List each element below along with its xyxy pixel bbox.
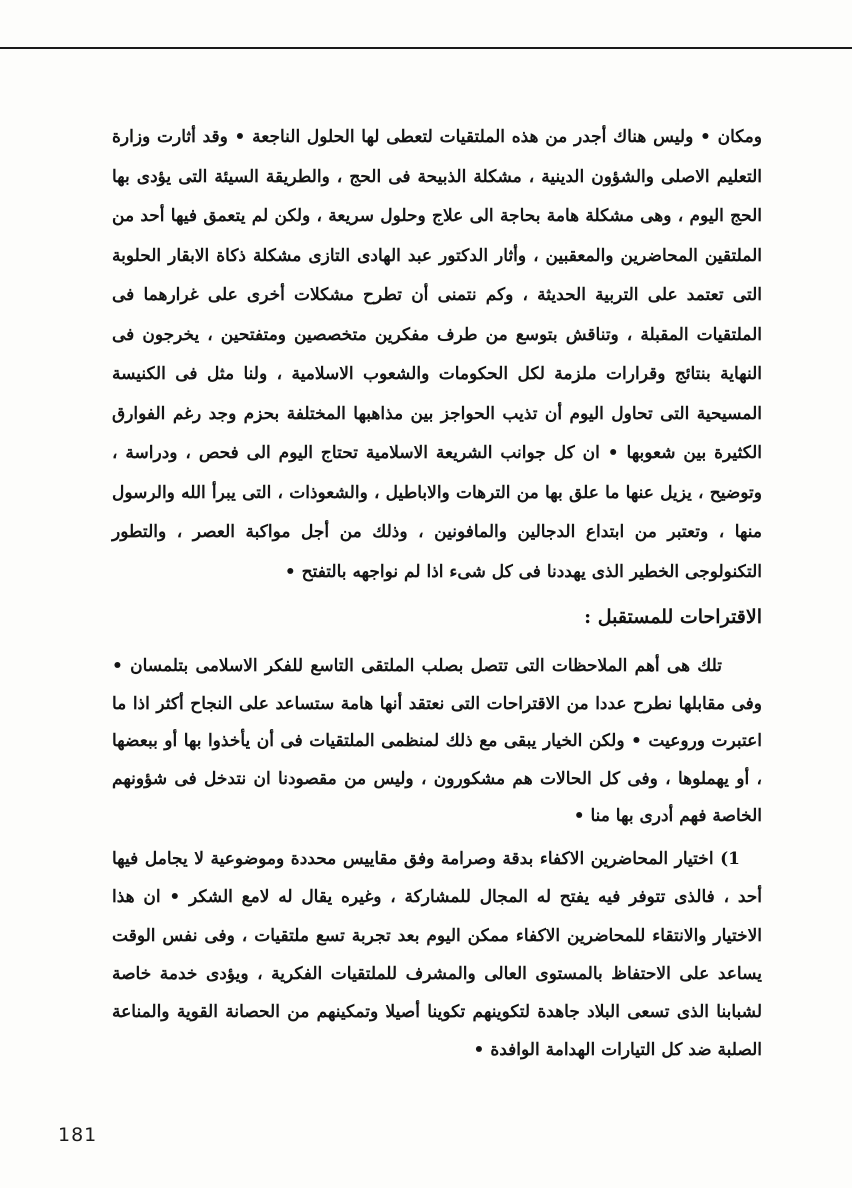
page-number: 181 <box>58 1124 98 1146</box>
body-paragraph-2 <box>112 648 762 836</box>
body-paragraph-1 <box>112 118 762 592</box>
body-paragraph-3 <box>112 840 762 1070</box>
paragraph-1-text: ومكان • وليس هناك أجدر من هذه الملتقيات لتعطى لها الحلول الناجعة • وقد أثارت وزارة التعليم الاصلى والشؤون الدينية ، مشكلة الذبيحة فى الحج ، والطريقة السيئة التى يؤدى بها الحج اليوم ، وهى مشكلة هامة بحاجة الى علاج وحلول سريعة ، ولكن لم يتعمق فيها أحد من الملتقين المحاضرين والمعقبين ، وأثار الدكتور عبد الهادى التازى مشكلة ذكاة الابقار الحلوبة التى تعتمد على التربية الحديثة ، وكم نتمنى أن تطرح مشكلات أخرى على غرارهما فى الملتقيات المقبلة ، وتناقش بتوسع من طرف مفكرين متخصصين ومتفتحين ، يخرجون فى النهاية بنتائج وقرارات ملزمة لكل الحكومات والشعوب الاسلامية ، ولنا مثل فى الكنيسة المسيحية التى تحاول اليوم أن تذيب الحواجز بين مذاهبها المختلفة بحزم وجد رغم الفوارق الكثيرة بين شعوبها • ان كل جوانب الشريعة الاسلامية تحتاج اليوم الى فحص ، ودراسة ، وتوضيح ، يزيل عنها ما علق بها من الترهات والاباطيل ، والشعوذات ، التى يبرأ الله والرسول منها ، وتعتبر من ابتداع الدجالين والمافونين ، وذلك من أجل مواكبة العصر ، والتطور التكنولوجى الخطير الذى يهددنا فى كل شىء اذا لم نواجهه بالتفتح • <box>112 127 762 582</box>
section-heading: الاقتراحات للمستقبل : <box>584 606 762 628</box>
paragraph-3-text: 1) اختيار المحاضرين الاكفاء بدقة وصرامة وفق مقاييس محددة وموضوعية لا يجامل فيها أحد ، فالذى تتوفر فيه يفتح له المجال للمشاركة ، وغيره يقال له لامع الشكر • ان هذا الاختيار والانتقاء للمحاضرين الاكفاء ممكن اليوم بعد تجربة تسع ملتقيات ، وفى نفس الوقت يساعد على الاحتفاظ بالمستوى العالى والمشرف للملتقيات الفكرية ، ويؤدى خدمة خاصة لشبابنا الذى تسعى البلاد جاهدة لتكوينهم تكوينا أصيلا وتمكينهم من الحصانة القوية والمناعة الصلبة ضد كل التيارات الهدامة الوافدة • <box>112 849 762 1061</box>
top-rule-divider <box>0 47 852 49</box>
paragraph-2-text: تلك هى أهم الملاحظات التى تتصل بصلب الملتقى التاسع للفكر الاسلامى بتلمسان • وفى مقابلها نطرح عددا من الاقتراحات التى نعتقد أنها هامة ستساعد على النجاح أكثر اذا ما اعتبرت وروعيت • ولكن الخيار يبقى مع ذلك لمنظمى الملتقيات فى أن يأخذوا بها أو ببعضها ، أو يهملوها ، وفى كل الحالات هم مشكورون ، وليس من مقصودنا ان نتدخل فى شؤونهم الخاصة فهم أدرى بها منا • <box>112 656 762 827</box>
